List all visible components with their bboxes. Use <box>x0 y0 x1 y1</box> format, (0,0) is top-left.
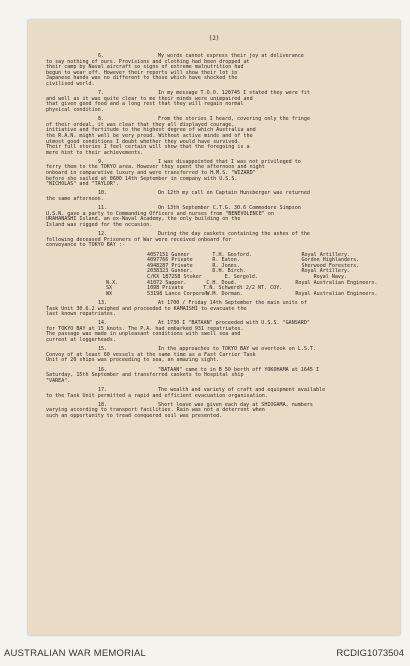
paragraph-text: On 12th my call on Captain Hunsberger was returned <box>158 190 310 197</box>
paragraph-number: 18. <box>98 401 108 408</box>
paragraph-line: Island was rigged for the occasion. <box>46 222 153 228</box>
document-body <box>46 54 382 423</box>
paragraph-text: The wealth and variety of craft and equipment available <box>158 387 326 393</box>
paragraph-line: the R.A.N. might well be very proud. Without active minds and of the <box>46 132 253 139</box>
paragraph-line: following deceased Prisoners of War were received onboard for <box>46 236 232 243</box>
casket-service-number: 41072 <box>147 279 163 286</box>
casket-unit: Gordon Highlanders. <box>301 257 360 264</box>
casket-unit: Royal Artillery. <box>301 251 351 258</box>
casket-list <box>106 253 382 298</box>
casket-service-prefix: N.X. <box>106 279 119 286</box>
casket-rank: Private <box>171 257 193 264</box>
paragraph <box>46 160 382 188</box>
paragraph <box>46 206 382 228</box>
casket-entry <box>106 292 382 298</box>
casket-unit: Royal Navy. <box>313 273 348 280</box>
paragraph-line: current at loggerheads. <box>46 337 116 344</box>
paragraph-number: 12. <box>98 231 108 238</box>
paragraph-number: 8. <box>98 116 105 123</box>
paragraph <box>46 232 382 249</box>
paragraph-number: 10. <box>98 190 108 197</box>
casket-service-prefix: SX <box>106 285 113 292</box>
footer-record-id: RCDIG1073504 <box>336 648 404 659</box>
casket-name: W.M. Dorman. <box>206 290 243 297</box>
paragraph-number: 13. <box>98 299 108 306</box>
paragraph-text: Short leave was given each day at SHIOGAMA, numbers <box>158 401 313 408</box>
casket-rank: Private <box>171 262 193 269</box>
casket-name: D.H. Birch. <box>212 268 246 275</box>
paragraph-line: begun to wear off. However their reports will show their lot in <box>46 69 238 76</box>
paragraph-text: I was disappointed that I was not privileged to <box>158 158 301 165</box>
casket-name: R. Jones. <box>212 262 240 269</box>
casket-service-prefix: WX <box>106 290 113 297</box>
casket-name: E. Sergold. <box>224 273 259 280</box>
casket-service-number: 1098 <box>147 285 160 292</box>
casket-name: R. Eaton. <box>212 257 240 264</box>
paragraph-number: 17. <box>98 387 108 393</box>
paragraph-line: that given good food and a long rest that they will regain normal <box>46 101 244 108</box>
paragraph-line: for TOKYO BAY at 15 knots. The P.A. had embarked 931 repatriates. <box>46 325 244 332</box>
paragraph-line: URAHANASHI Island, an ex-Naval Academy, the only building on the <box>46 216 241 223</box>
casket-unit: Royal Australian Engineers. <box>295 279 378 286</box>
paragraph-line: Japanese hands was no different to those which have shocked the <box>46 75 238 82</box>
paragraph <box>46 368 382 385</box>
paragraph-text: At 1700 / Friday 14th September the main units of <box>158 299 307 306</box>
paragraph-number: 7. <box>98 90 105 97</box>
paragraph-line: ferry them to the TOKYO area. However they spent the afternoon and night <box>46 164 265 171</box>
paragraph <box>46 347 382 364</box>
paragraph-line: "NICHOLAS" and "TAYLOR". <box>46 181 119 188</box>
paragraph-line: Task Unit 30.6.2 weighed and proceeded to KAMAISHI to evacuate the <box>46 305 247 312</box>
paragraph-line: varying according to transport facilities. Rain was not a deterrent when <box>46 407 265 414</box>
paragraph-line: "VAREA". <box>46 377 71 384</box>
paragraph-number: 9. <box>98 158 105 165</box>
paragraph-line: to the Task Unit permitted a rapid and efficient evacuation organisation. <box>46 392 268 399</box>
paragraph-text: At 1730 I "BATAAN" proceeded with U.S.S. "GANSARD" <box>158 320 310 327</box>
casket-service-number: 4948287 <box>147 262 169 269</box>
paragraph-line: such an opportunity to tread conquered soil was presented. <box>46 412 223 419</box>
paragraph-line: utmost good conditions I doubt whether they would have survived. <box>46 138 241 145</box>
paragraph-text: From the stories I heard, covering only the fringe <box>158 116 310 123</box>
casket-name: T.H. Gosford. <box>212 251 252 258</box>
paragraph-line: Convoy of at least 60 vessels at the same time as a Fast Carrier Task <box>46 351 256 358</box>
footer-institution: AUSTRALIAN WAR MEMORIAL <box>4 648 147 659</box>
paragraph-line: initiative and fortitude to the highest degree of which Australia and <box>46 127 256 134</box>
paragraph-line: onboard in comparative luxury and were transferred to H.M.S. "WIZARD" <box>46 170 256 177</box>
paragraph-line: civilised world. <box>46 80 95 87</box>
paragraph-text: In the approaches to TOKYO BAY we overtook on L.S.T. <box>158 346 317 353</box>
paragraph <box>46 321 382 343</box>
paragraph-line: The passage was made in unpleasant conditions with swell sea and <box>46 331 241 338</box>
paragraph-line: last known repatriates. <box>46 311 116 318</box>
paragraph-line: U.S.N. gave a party to Commanding Officers and nurses from "BENEVOLENCE" on <box>46 210 274 217</box>
casket-service-number: 4097766 <box>147 257 169 264</box>
casket-rank: Lance Corporal <box>165 290 208 297</box>
casket-unit: Royal Artillery. <box>301 268 351 275</box>
casket-unit: Sherwood Foresters. <box>301 262 360 269</box>
paragraph-line: and well as it was quite clear to me their minds were unimpaired and <box>46 95 253 102</box>
casket-rank: Sapper. <box>165 279 187 286</box>
casket-service-number: 53198 <box>147 290 163 297</box>
paragraph-number: 14. <box>98 320 108 327</box>
paragraph <box>46 301 382 318</box>
casket-unit: Royal Australian Engineers. <box>295 290 378 297</box>
paragraph-text: My words cannot express their joy at deliverance <box>158 53 304 59</box>
casket-name: T.N. Schwerdt 2/2 NT. COY. <box>203 285 283 292</box>
casket-rank: Gunner. <box>171 268 193 275</box>
paragraph <box>46 388 382 399</box>
footer <box>0 640 410 666</box>
paragraph-line: conveyance to TOKYO BAY :- <box>46 242 126 249</box>
casket-service-number: 4057151 <box>147 251 169 258</box>
paragraph-line: physical condition. <box>46 106 104 113</box>
paragraph <box>46 54 382 88</box>
paragraph-line: of their ordeal, it was clear that they all displayed courage, <box>46 121 235 128</box>
paragraph-line: before she sailed at 0600 14th September in company with U.S.S. <box>46 175 238 182</box>
paragraph-number: 16. <box>98 366 108 373</box>
paragraph-text: On 13th September C.T.G. 30.6 Commodore Simpson <box>158 205 301 212</box>
casket-service-number: 2038323 <box>147 268 169 275</box>
paragraph-number: 6. <box>98 53 105 59</box>
casket-rank: Gunner <box>171 251 190 258</box>
paragraph-line: to say nothing of ours. Provisions and clothing had been dropped at <box>46 58 250 65</box>
paragraph-text: "BATAAN" came to in B 50 berth off YOKOHAMA at 1645 I <box>158 366 320 373</box>
document-page <box>28 20 400 635</box>
casket-name: C.H. Doud. <box>206 279 237 286</box>
paragraph-line: the same afternoon. <box>46 196 104 203</box>
paragraph-line: Unit of 20 ships was proceeding to sea, an amazing sight. <box>46 357 220 364</box>
paragraph <box>46 117 382 156</box>
paragraph-number: 15. <box>98 346 108 353</box>
casket-rank: Stoker <box>183 273 202 280</box>
paragraph-line: Saturday, 15th September and transferred caskets to Hospital ship <box>46 372 244 379</box>
paragraph <box>46 191 382 202</box>
page-number: (2) <box>208 35 220 42</box>
paragraph-line: their camp by Naval aircraft so signs of extreme malnutrition had <box>46 64 244 71</box>
paragraph-text: During the day caskets containing the ashes of the <box>158 231 310 238</box>
paragraph <box>46 91 382 113</box>
casket-rank: Private <box>162 285 184 292</box>
paragraph <box>46 403 382 420</box>
casket-service-number: C/KX 187258 <box>147 273 181 280</box>
paragraph-line: Their full stories I feel certain will show that the foregoing is a <box>46 144 250 151</box>
paragraph-line: mere hint to their achievements. <box>46 149 144 156</box>
paragraph-text: In my message T.O.O. 120745 I stated they were fit <box>158 90 310 97</box>
paragraph-number: 11. <box>98 205 108 212</box>
